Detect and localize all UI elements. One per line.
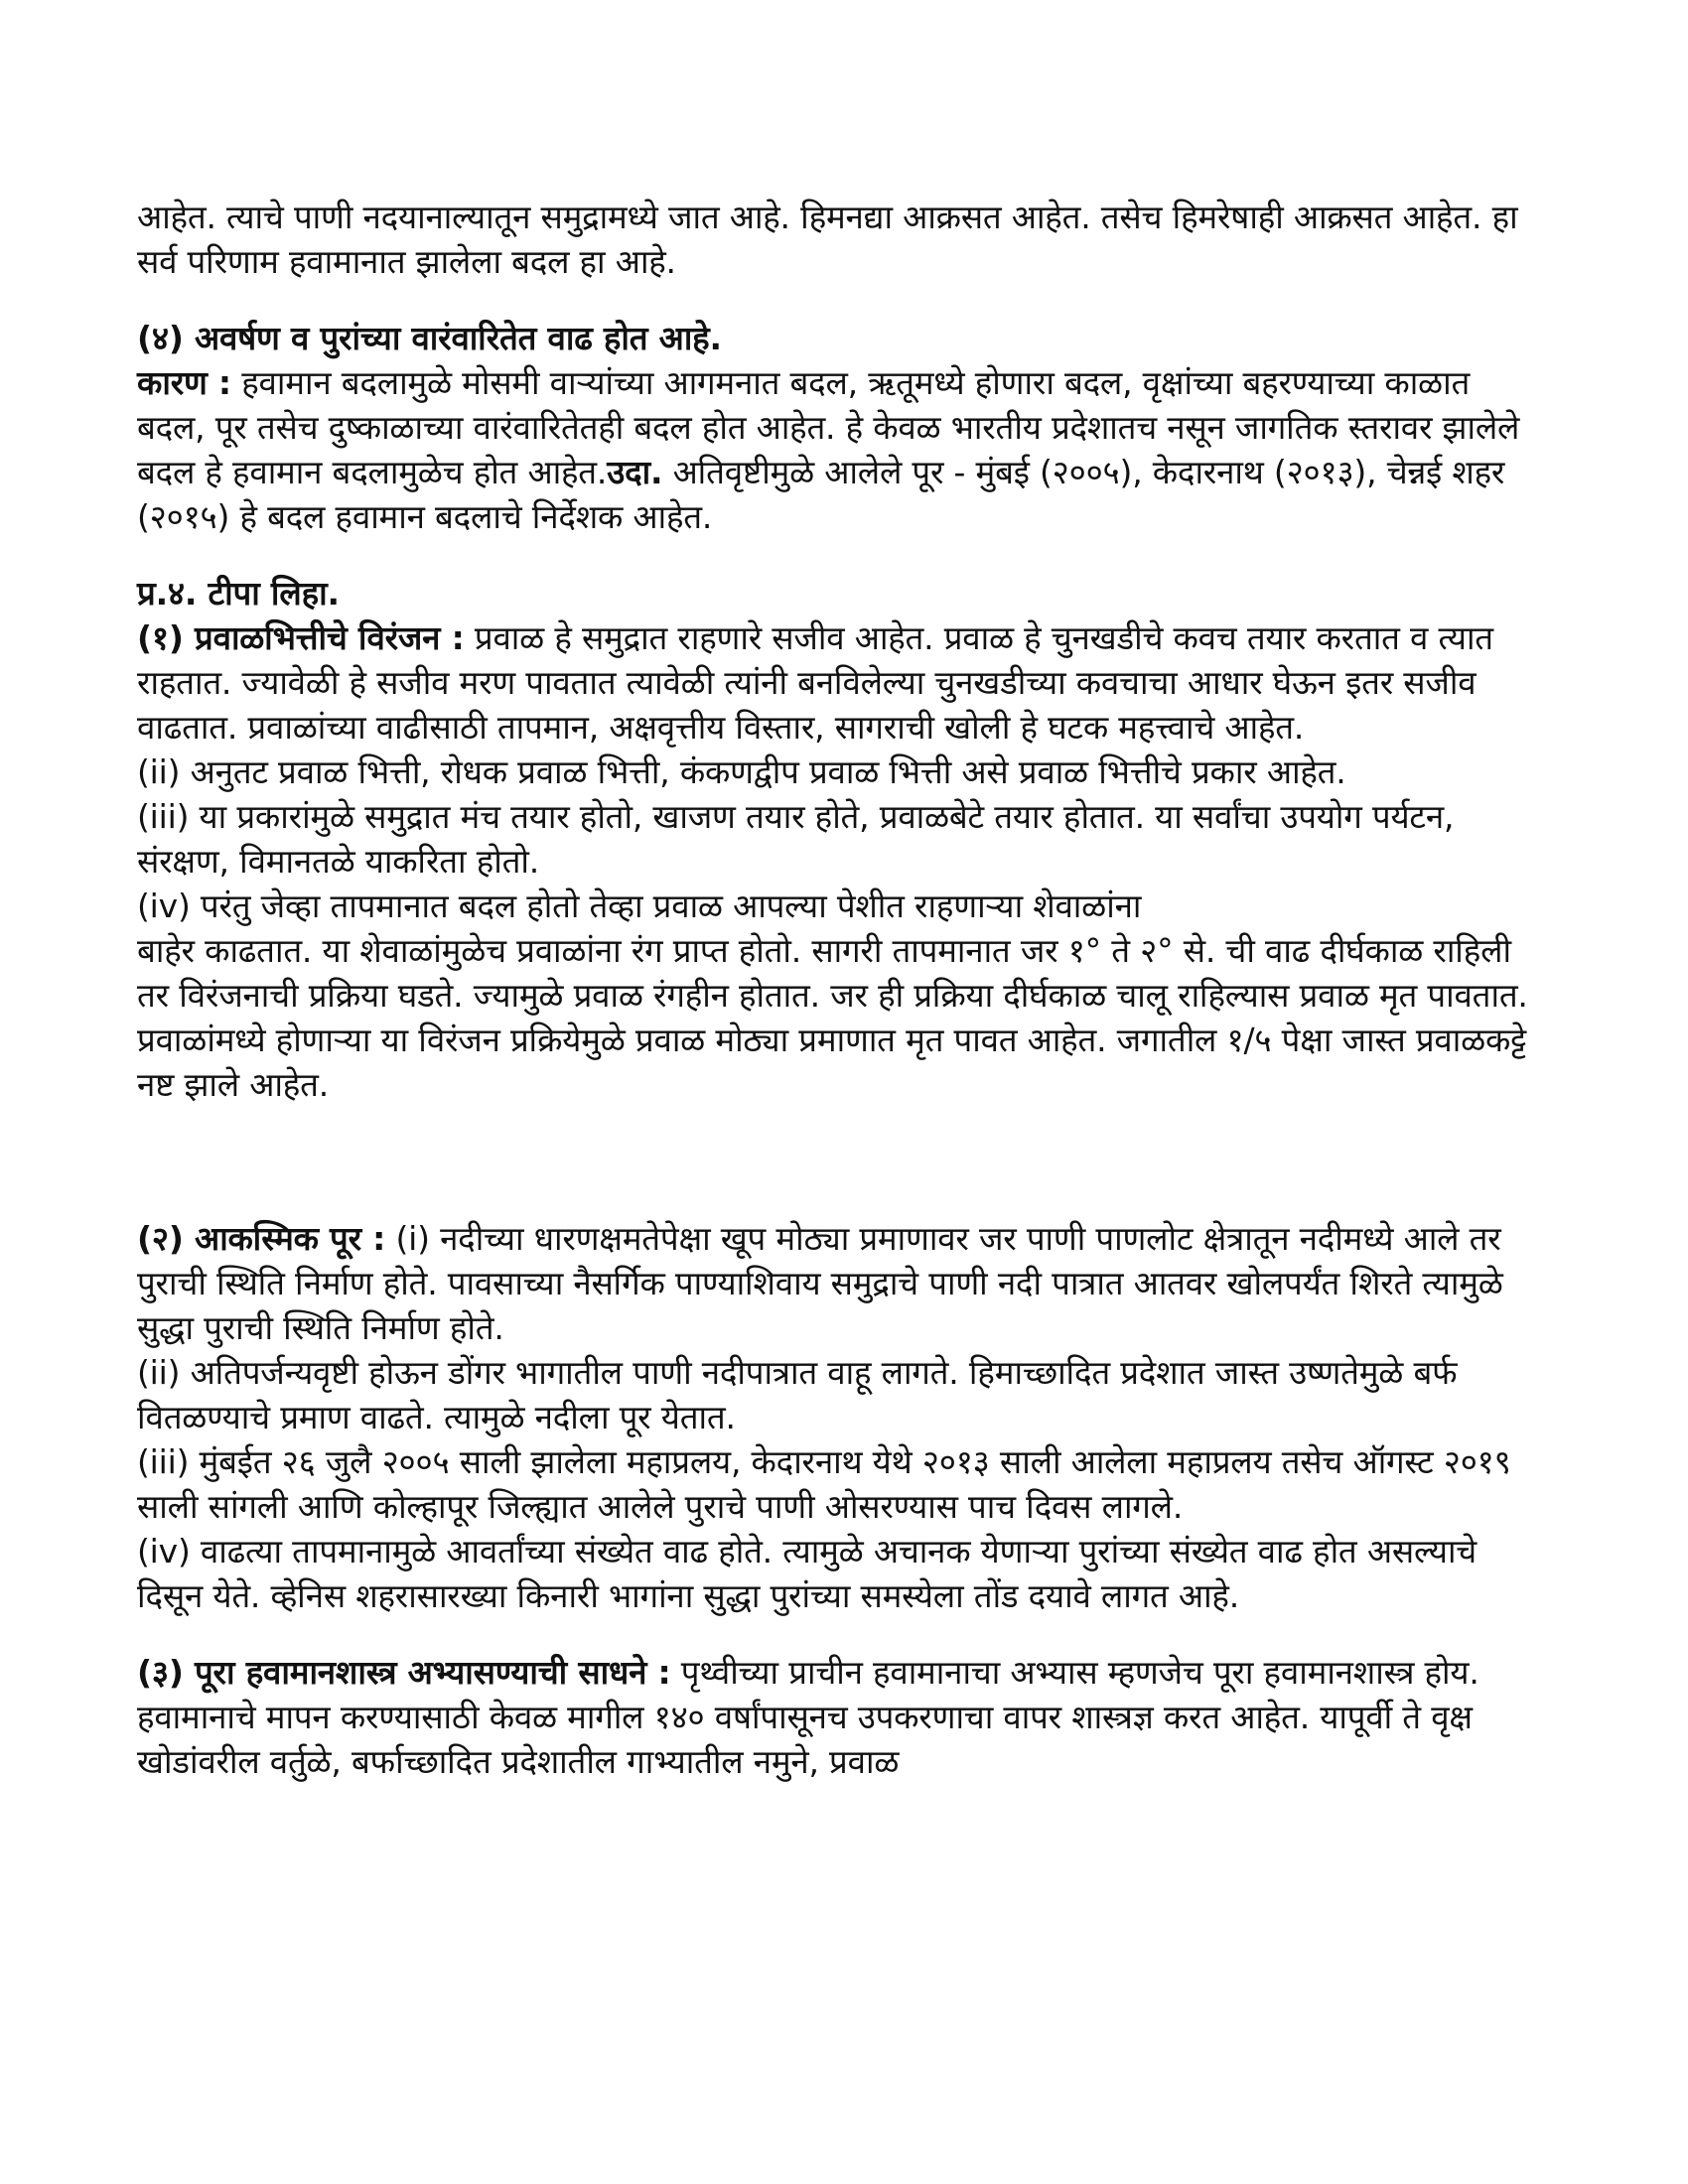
point4-reason-paragraph [137, 360, 1547, 539]
note1-title: (१) प्रवाळभित्तीचे विरंजन : [137, 618, 465, 657]
point4-heading: (४) अवर्षण व पुरांच्या वारंवारितेत वाढ होत आहे. [137, 319, 722, 357]
note1-paragraph-3: (iii) या प्रकारांमुळे समुद्रात मंच तयार होतो, खाजण तयार होते, प्रवाळबेटे तयार होतात. या सर्वांचा उपयोग पर्यटन, संरक्षण, विमानतळे याकरिता होतो. [137, 797, 1455, 881]
reason-text: हवामान बदलामुळे मोसमी वाऱ्यांच्या आगमनात बदल, ऋतूमध्ये होणारा बदल, वृक्षांच्या बहरण्याच्या काळात बदल, पूर तसेच दुष्काळाच्या वारंवारितेतही बदल होत आहेत. हे केवळ भारतीय प्रदेशातच नसून जागतिक स्तरावर झालेले बदल हे हवामान बदलामुळेच होत आहेत. [137, 363, 1520, 491]
note2-title: (२) आकस्मिक पूर : [137, 1219, 386, 1258]
spacer [137, 539, 1547, 571]
note1-text: प्रवाळ हे समुद्रात राहणारे सजीव आहेत. प्रवाळ हे चुनखडीचे कवच तयार करतात व त्यात राहतात. ज्यावेळी हे सजीव मरण पावतात त्यावेळी त्यांनी बनविलेल्या चुनखडीच्या कवचाचा आधार घेऊन इतर सजीव वाढतात. प्रवाळांच्या वाढीसाठी तापमान, अक्षवृत्तीय विस्तार, सागराची खोली हे घटक महत्त्वाचे आहेत. [137, 618, 1493, 747]
note1-paragraph-2: (ii) अनुतट प्रवाळ भित्ती, रोधक प्रवाळ भित्ती, कंकणद्वीप प्रवाळ भित्ती असे प्रवाळ भित्तीचे प्रकार आहेत. [137, 752, 1346, 791]
note2-text: (i) नदीच्या धारणक्षमतेपेक्षा खूप मोठ्या प्रमाणावर जर पाणी पाणलोट क्षेत्रातून नदीमध्ये आले तर पुराची स्थिति निर्माण होते. पावसाच्या नैसर्गिक पाण्याशिवाय समुद्राचे पाणी नदी पात्रात आतवर खोलपर्यंत शिरते त्यामुळे सुद्धा पुराची स्थिति निर्माण होते. [137, 1219, 1503, 1347]
spacer [137, 284, 1547, 316]
example-text: अतिवृष्टीमुळे आलेले पूर - मुंबई (२००५), केदारनाथ (२०१३), चेन्नई शहर (२०१५) हे बदल हवामान बदलाचे निर्देशक आहेत. [137, 453, 1505, 536]
note3-paragraph-1 [137, 1650, 1547, 1784]
document-page [137, 195, 1547, 1784]
intro-paragraph: आहेत. त्याचे पाणी नदयानाल्यातून समुद्रामध्ये जात आहे. हिमनद्या आक्रसत आहेत. तसेच हिमरेषाही आक्रसत आहेत. हा सर्व परिणाम हवामानात झालेला बदल हा आहे. [137, 198, 1518, 281]
question4-heading: प्र.४. टीपा लिहा. [137, 574, 340, 613]
note1-paragraph-4b: बाहेर काढतात. या शेवाळांमुळेच प्रवाळांना रंग प्राप्त होतो. सागरी तापमानात जर १° ते २° से. ची वाढ दीर्घकाळ राहिली तर विरंजनाची प्रक्रिया घडते. ज्यामुळे प्रवाळ रंगहीन होतात. जर ही प्रक्रिया दीर्घकाळ चालू राहिल्यास प्रवाळ मृत पावतात. प्रवाळांमध्ये होणाऱ्या या विरंजन प्रक्रियेमुळे प्रवाळ मोठ्या प्रमाणात मृत पावत आहेत. जगातील १/५ पेक्षा जास्त प्रवाळकट्टे नष्ट झाले आहेत. [137, 931, 1528, 1104]
note2-paragraph-3: (iii) मुंबईत २६ जुलै २००५ साली झालेला महाप्रलय, केदारनाथ येथे २०१३ साली आलेला महाप्रलय तसेच ऑगस्ट २०१९ साली सांगली आणि कोल्हापूर जिल्ह्यात आलेले पुराचे पाणी ओसरण्यास पाच दिवस लागले. [137, 1442, 1511, 1526]
example-label: उदा. [607, 453, 663, 491]
note3-title: (३) पूरा हवामानशास्त्र अभ्यासण्याची साधने : [137, 1653, 671, 1692]
note3-text: पृथ्वीच्या प्राचीन हवामानाचा अभ्यास म्हणजेच पूरा हवामानशास्त्र होय. हवामानाचे मापन करण्यासाठी केवळ मागील १४० वर्षांपासूनच उपकरणाचा वापर शास्त्रज्ञ करत आहेत. यापूर्वी ते वृक्ष खोडांवरील वर्तुळे, बर्फाच्छादित प्रदेशातील गाभ्यातील नमुने, प्रवाळ [137, 1653, 1479, 1781]
note2-paragraph-1 [137, 1216, 1547, 1350]
spacer [137, 1618, 1547, 1650]
note1-paragraph-4a: (iv) परंतु जेव्हा तापमानात बदल होतो तेव्हा प्रवाळ आपल्या पेशीत राहणाऱ्या शेवाळांना [137, 887, 1142, 925]
note2-paragraph-2: (ii) अतिपर्जन्यवृष्टी होऊन डोंगर भागातील पाणी नदीपात्रात वाहू लागते. हिमाच्छादित प्रदेशात जास्त उष्णतेमुळे बर्फ वितळण्याचे प्रमाण वाढते. त्यामुळे नदीला पूर येतात. [137, 1353, 1458, 1436]
note1-paragraph-1 [137, 615, 1547, 750]
reason-label: कारण : [137, 363, 231, 402]
note2-paragraph-4: (iv) वाढत्या तापमानामुळे आवर्तांच्या संख्येत वाढ होते. त्यामुळे अचानक येणाऱ्या पुरांच्या संख्येत वाढ होत असल्याचे दिसून येते. व्हेनिस शहरासारख्या किनारी भागांना सुद्धा पुरांच्या समस्येला तोंड दयावे लागत आहे. [137, 1532, 1477, 1615]
spacer [137, 1107, 1547, 1216]
